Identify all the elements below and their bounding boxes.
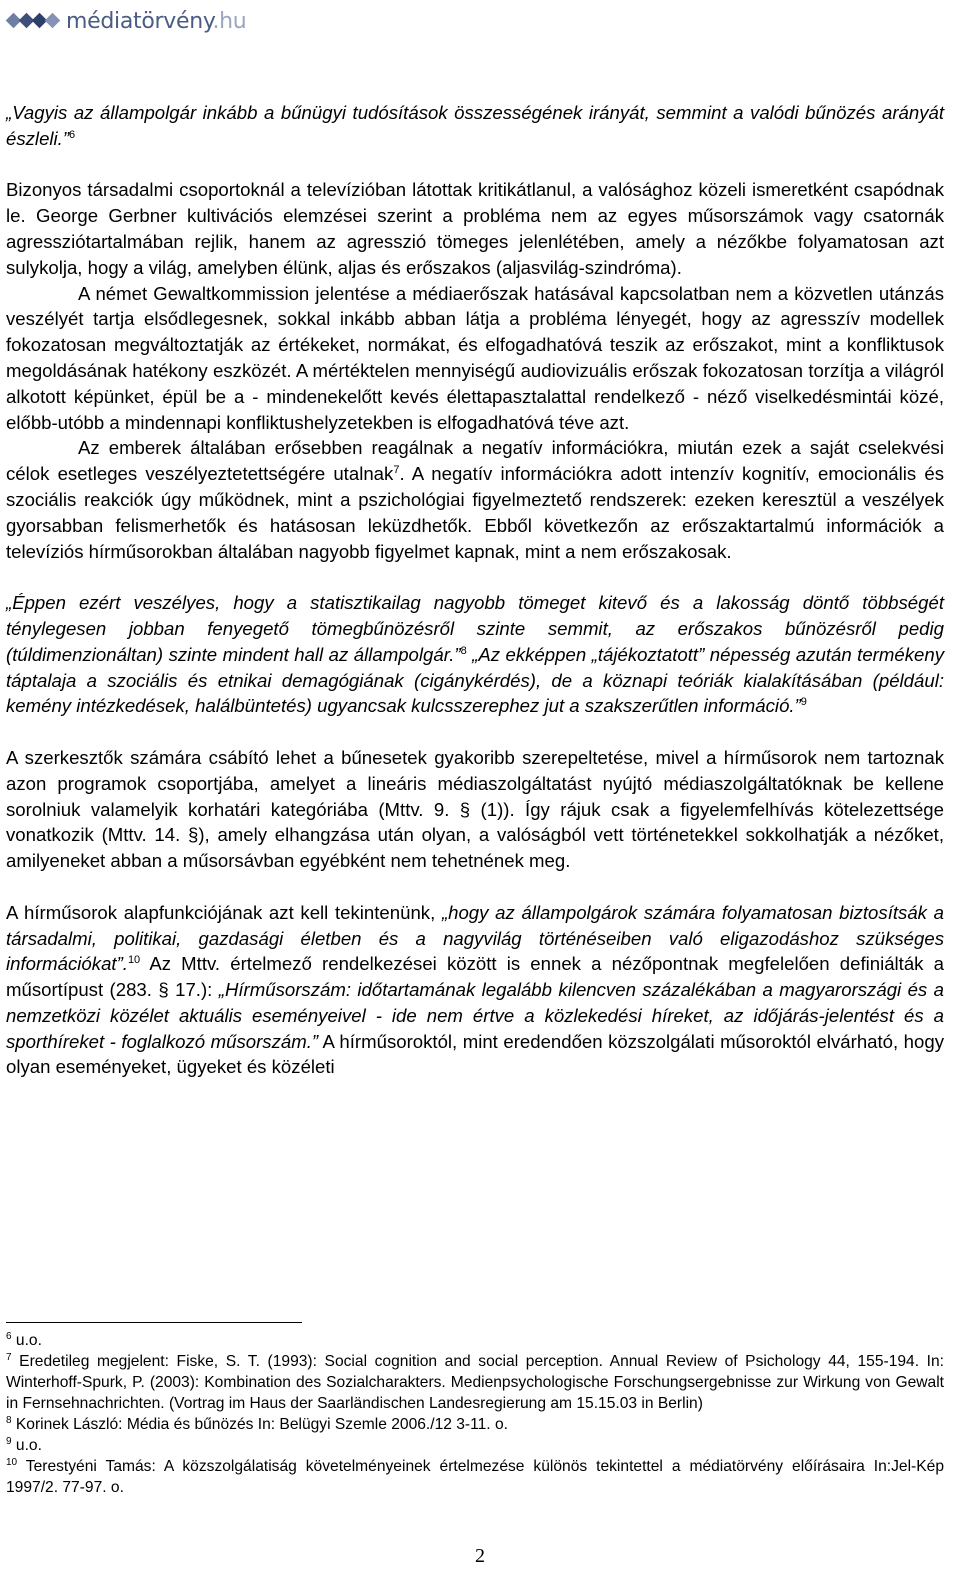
paragraph-quote-2: „Éppen ezért veszélyes, hogy a statisztikailag nagyobb tömeget kitevő és a lakosság döntő többségét ténylegesen jobban fenyegető tömegbűnözésről szinte semmit, az erőszakos bűnözésről pedig (túldimenzionáltan) szinte mindent hall az állampolgár.”$^8$ „Az ekképpen „tájékoztatott” népesség azután termékeny táptalaja a szociális és etnikai demagógiának (cigánykérdés), de a köznapi teóriák kialakításában (például: kemény intézkedések, halálbüntetés) ugyancsak kulcsszerephez jut a szakszerűtlen információ.”$^9$	[6, 592, 944, 717]
footnote-ref[interactable]: 6	[69, 128, 76, 141]
logo-text: médiatörvény.hu	[66, 8, 247, 34]
page-number: 2	[475, 1545, 485, 1567]
footnote-ref[interactable]: 8	[460, 644, 467, 657]
logo-diamonds-icon	[4, 4, 62, 38]
paragraph-6: A szerkesztők számára csábító lehet a bűnesetek gyakoribb szerepeltetése, mivel a hírműsorok nem tartoznak azon programok csoportjába, amelyet a lineáris médiaszolgáltatást nyújtó médiaszolgáltatóknak be kellene sorolniuk valamelyik korhatári kategóriába (Mttv. 9. § (1)). Így rájuk csak a figyelemfelhívás kötelezettsége vonatkozik (Mttv. 14. §), amely elhangzása után olyan, a valóságból vett történetekkel sokkolhatják a nézőket, amilyeneket abban a műsorsávban egyébként nem tehetnének meg.	[6, 746, 944, 872]
paragraph-3: A német Gewaltkommission jelentése a médiaerőszak hatásával kapcsolatban nem a közvetlen utánzás veszélyét tartja elsődlegesnek, sokkal inkább abban látja a probléma lényegét, hogy az agresszív modellek fokozatosan megváltoztatják az értékeket, normákat, és elfogadhatóvá teszik az erőszakot, mint a konfliktusok megoldásának hatékony eszközét. A mértéktelen mennyiségű audiovizuális erőszak fokozatosan torzítja a világról alkotott képünket, épül be a - mindenekelőtt kevés élettapasztalattal rendelkező - néző viselkedésmintái közé, előbb-utóbb a mindennapi konfliktushelyzetekben is elfogadhatóvá téve azt.	[6, 282, 944, 433]
footnote-ref[interactable]: 10	[127, 954, 141, 967]
footnote-divider	[6, 1322, 302, 1323]
footnote-ref[interactable]: 9	[800, 696, 807, 709]
footnote: $^8$ Korinek László: Média és bűnözés In: Belügyi Szemle 2006./12 3-11. o.	[6, 1414, 508, 1433]
footnote-ref[interactable]: 7	[393, 463, 400, 476]
footnote: $^7$ Eredetileg megjelent: Fiske, S. T. (1993): Social cognition and social perception. Annual Review of Psichology 44, 155-194. In: Winterhoff-Spurk, P. (2003): Kombination des Sozialcharakters. Medienpsychologische Forschungsergebnisse zur Wirkung von Gewalt in Fernsehnachrichten. (Vortrag im Haus der Saarländischen Landesregierung am 15.15.03 in Berlin)	[6, 1351, 944, 1412]
paragraph-2: Bizonyos társadalmi csoportoknál a televízióban látottak kritikátlanul, a valósághoz közeli ismeretként csapódnak le. George Gerbner kultivációs elemzései szerint a probléma nem az egyes műsorszámok vagy csatornák agressziótartalmában rejlik, hanem az agresszió tömeges jelenlétében, amely a nézőkbe folyamatosan azt sulykolja, hogy a világ, amelyben élünk, aljas és erőszakos (aljasvilág-szindróma).	[6, 179, 944, 278]
footnote: $^9$ u.o.	[6, 1435, 42, 1454]
paragraph-7: A hírműsorok alapfunkciójának azt kell tekintenünk, „hogy az állampolgárok számára folyamatosan biztosítsák a társadalmi, politikai, gazdasági életben és a nagyvilág történéseiben való eligazodáshoz szükséges információkat”.$^{10}$ Az Mttv. értelmező rendelkezései között is ennek a nézőpontnak megfelelően definiálták a műsortípust (283. § 17.): „Hírműsorszám: időtartamának legalább kilencven százalékában a magyarországi és a nemzetközi közélet aktuális eseményeivel - ide nem értve a közlekedési híreket, az időjárás-jelentést és a sporthíreket - foglalkozó műsorszám.” A hírműsoroktól, mint eredendően közszolgálati műsoroktól elvárható, hogy olyan eseményeket, ügyeket és közéleti	[6, 901, 944, 1078]
footnote: $^6$ u.o.	[6, 1330, 42, 1349]
page-content	[6, 100, 944, 1080]
paragraph-4: Az emberek általában erősebben reagálnak a negatív információkra, miután ezek a saját cselekvési célok esetleges veszélyeztetettségére utalnak$^7$. A negatív információkra adott intenzív kognitív, emocionális és szociális reakciók úgy működnek, mint a pszichológiai figyelmeztető rendszerek: ezeken keresztül a veszélyek gyorsabban felismerhetők és hatásosan leküzdhetők. Ebből következőn az erőszaktartalmú információk a televíziós hírműsorokban általában nagyobb figyelmet kapnak, mint a nem erőszakosak.	[6, 437, 945, 562]
footnote: $^{10}$ Terestyéni Tamás: A közszolgálatiság követelményeinek értelmezése különös tekintettel a médiatörvény előírásaira In:Jel-Kép 1997/2. 77-97. o.	[6, 1456, 944, 1496]
paragraph-quote-1: „Vagyis az állampolgár inkább a bűnügyi tudósítások összességének irányát, semmint a valódi bűnözés arányát észleli.”$^6$	[6, 102, 944, 149]
footnotes	[6, 1330, 944, 1498]
site-logo	[4, 2, 246, 40]
